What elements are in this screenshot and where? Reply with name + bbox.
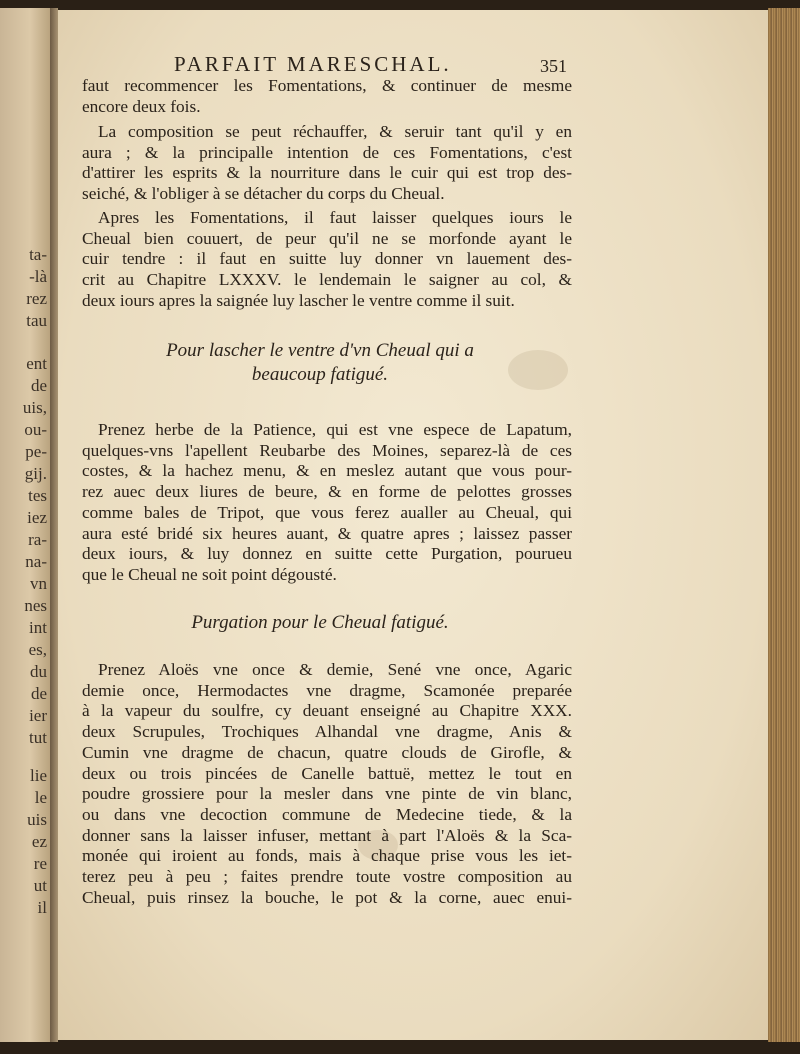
facing-page-fragment: es, bbox=[28, 640, 47, 659]
paragraph-after-fomentations: Apres les Fomentations, il faut laisser quelques iours le Cheual bien couuert, de peur qu'il ne se morfonde ayant le cuir tendre : il faut en suitte luy donner vn lauement des- crit au Chapitre LXXXV. le lendemain le saigner au col, & deux iours apres la saignée luy lascher le ventre comme il suit. bbox=[82, 208, 572, 310]
facing-page-fragment: lie bbox=[30, 766, 47, 785]
facing-page-fragment: gij. bbox=[24, 464, 47, 483]
facing-page-edge bbox=[0, 8, 50, 1042]
paragraph-composition: La composition se peut réchauffer, & seruir tant qu'il y en aura ; & la principalle intention de ces Fomentations, c'est d'attirer les esprits & la nourriture dans le cuir qui est trop des- seiché, & l'obliger à se détacher du corps du Cheual. bbox=[82, 122, 572, 204]
paragraph-patience: Prenez herbe de la Patience, qui est vne espece de Lapatum, quelques-vns l'apellent Reubarbe des Moines, separez-là de ces costes, & la hachez menu, & en meslez autant que vous pour- rez auec deux liures de beure, & en forme de pelottes grosses comme bales de Tripot, que vous ferez aualler au Cheual, qui aura esté bridé six heures auant, & quatre apres ; laissez passer deux iours, & luy donnez en suitte cette Purgation, pourueu que le Cheual ne soit point dégousté. bbox=[82, 420, 572, 584]
facing-page-fragment: rez bbox=[26, 289, 47, 308]
paragraph-purgation: Prenez Aloës vne once & demie, Sené vne once, Agaric demie once, Hermodactes vne dragme, Scamonée preparée à la vapeur du soulfre, cy deuant enseigné au Chapitre XXX. deux Scrupules, Trochiques Alhandal vne dragme, Anis & Cumin vne dragme de chacun, quatre clouds de Girofle, & deux ou trois pincées de Canelle battuë, mettez le tout en poudre grossiere pour la mesler dans vne pinte de vin blanc, ou dans vne decoction commune de Medecine tiede, & la donner sans la laisser infuser, mettant à part l'Aloës & la Sca- monée qui iroient au fonds, mais à chaque prise vous les iet- terez peu à peu ; faites prendre toute vostre composition au Cheual, puis rinsez la bouche, le pot & la corne, auec enui- bbox=[82, 660, 572, 907]
facing-page-fragment: nes bbox=[24, 596, 47, 615]
facing-page-fragment: de bbox=[30, 684, 47, 703]
facing-page-fragment: uis bbox=[27, 810, 47, 829]
facing-page-fragment: du bbox=[30, 662, 47, 681]
facing-page-fragment: ent bbox=[26, 354, 47, 373]
facing-page-fragment: le bbox=[34, 788, 47, 807]
facing-page-fragment: ier bbox=[29, 706, 47, 725]
facing-page-fragment: tau bbox=[26, 311, 47, 330]
facing-page-fragment: re bbox=[33, 854, 47, 873]
facing-page-fragment: ez bbox=[31, 832, 47, 851]
facing-page-fragment: iez bbox=[27, 508, 47, 527]
facing-page-fragment: int bbox=[29, 618, 47, 637]
page-number: 351 bbox=[540, 56, 567, 76]
book-gutter bbox=[50, 8, 58, 1042]
facing-page-fragment: tut bbox=[29, 728, 47, 747]
facing-page-fragment: na- bbox=[25, 552, 47, 571]
facing-page-fragment: ra- bbox=[28, 530, 47, 549]
facing-page-fragment: de bbox=[30, 376, 47, 395]
facing-page-fragment: ou- bbox=[24, 420, 47, 439]
facing-page-fragment: il bbox=[37, 898, 47, 917]
facing-page-fragment: -là bbox=[29, 267, 47, 286]
facing-page-fragment: uis, bbox=[22, 398, 47, 417]
facing-page-fragment: vn bbox=[30, 574, 47, 593]
section-heading-lascher: Pour lascher le ventre d'vn Cheual qui a beaucoup fatigué. bbox=[166, 340, 474, 385]
facing-page-fragment: ut bbox=[33, 876, 47, 895]
running-header: PARFAIT MARESCHAL. bbox=[174, 52, 452, 76]
paragraph-continuation: faut recommencer les Fomentations, & continuer de mesme encore deux fois. bbox=[82, 76, 572, 116]
page-edges bbox=[768, 8, 800, 1042]
facing-page-fragment: tes bbox=[28, 486, 47, 505]
facing-page-fragment: pe- bbox=[25, 442, 47, 461]
section-heading-purgation: Purgation pour le Cheual fatigué. bbox=[191, 612, 449, 633]
facing-page-fragment: ta- bbox=[29, 245, 47, 264]
